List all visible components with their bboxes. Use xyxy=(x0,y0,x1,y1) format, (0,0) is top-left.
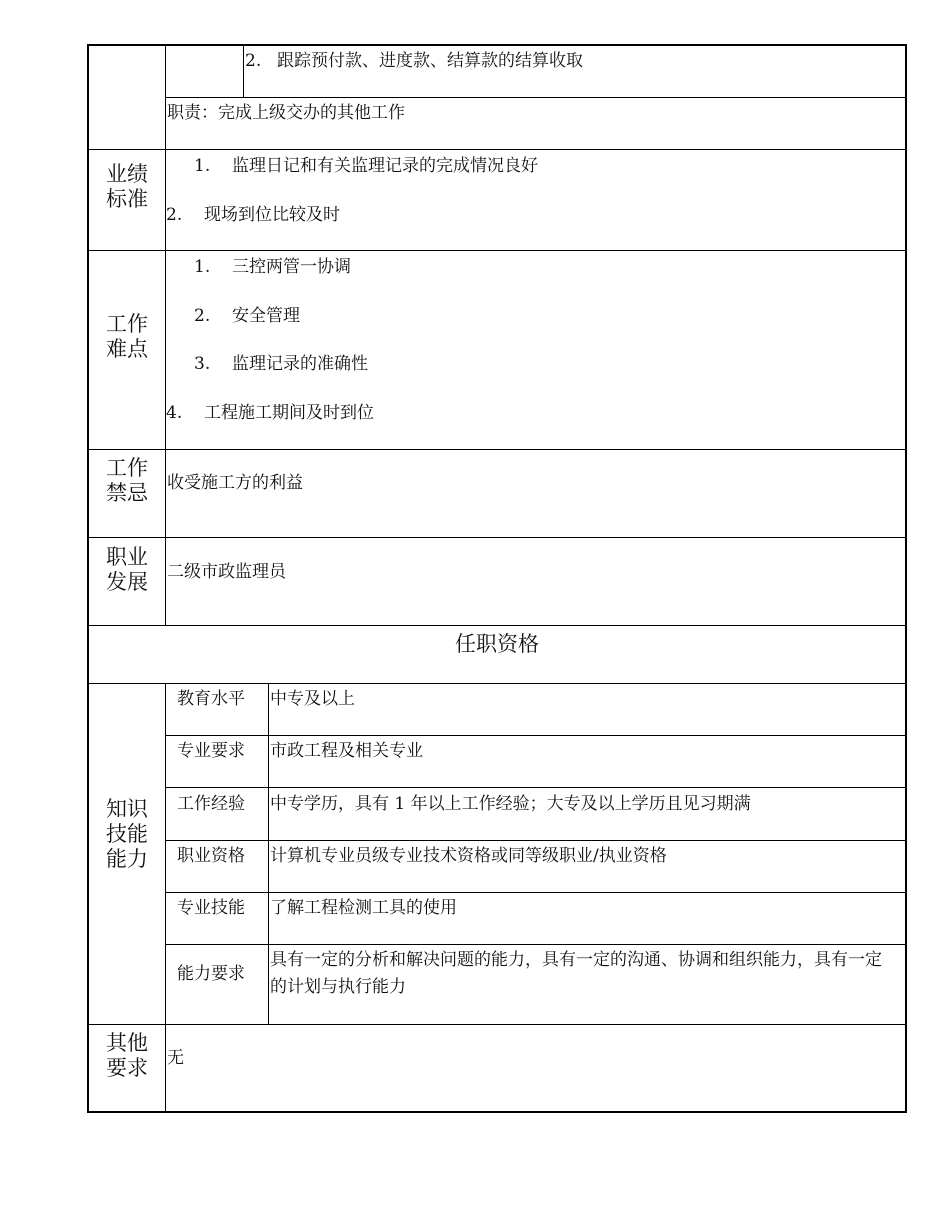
top-row-inner-divider xyxy=(243,44,244,98)
duty-text: 职责：完成上级交办的其他工作 xyxy=(167,103,405,123)
row-line-career xyxy=(87,537,907,538)
row-line-difficulties xyxy=(87,250,907,251)
performance-item-text: 监理日记和有关监理记录的完成情况良好 xyxy=(232,156,538,176)
knowledge-row-line-3 xyxy=(165,840,907,841)
knowledge-value: 了解工程检测工具的使用 xyxy=(270,898,457,918)
performance-label: 业绩标准 xyxy=(106,162,148,211)
knowledge-label: 知识技能能力 xyxy=(106,797,148,871)
row-line-performance xyxy=(87,149,907,150)
performance-item-text: 现场到位比较及时 xyxy=(204,205,340,225)
taboos-label: 工作禁忌 xyxy=(106,456,148,505)
row-line-bottom xyxy=(87,1111,907,1113)
knowledge-key: 教育水平 xyxy=(177,689,245,709)
other-text: 无 xyxy=(167,1048,184,1068)
knowledge-key: 专业要求 xyxy=(177,741,245,761)
knowledge-value: 计算机专业员级专业技术资格或同等级职业/执业资格 xyxy=(270,846,667,866)
knowledge-row-line-4 xyxy=(165,892,907,893)
knowledge-value: 市政工程及相关专业 xyxy=(270,741,423,761)
table-border-left xyxy=(87,44,89,1113)
knowledge-key: 专业技能 xyxy=(177,898,245,918)
knowledge-value: 具有一定的分析和解决问题的能力，具有一定的沟通、协调和组织能力，具有一定的计划与执行能力 xyxy=(270,950,882,997)
difficulty-item-text: 三控两管一协调 xyxy=(232,257,351,277)
knowledge-row-line-2 xyxy=(165,787,907,788)
difficulties-label: 工作难点 xyxy=(106,312,148,361)
difficulty-item-number: 2. xyxy=(194,306,211,326)
performance-item-number: 2. xyxy=(166,205,183,225)
top-item-number: 2. xyxy=(245,51,262,71)
knowledge-key: 职业资格 xyxy=(177,846,245,866)
table-border-right xyxy=(905,44,907,1113)
row-line-duty xyxy=(165,97,907,98)
row-line-taboos xyxy=(87,449,907,450)
knowledge-key: 能力要求 xyxy=(177,964,245,984)
difficulty-item-text: 工程施工期间及时到位 xyxy=(204,403,374,423)
difficulty-item-number: 3. xyxy=(194,354,211,374)
career-label: 职业发展 xyxy=(106,545,148,594)
difficulty-item-text: 安全管理 xyxy=(232,306,300,326)
difficulty-item-text: 监理记录的准确性 xyxy=(232,354,368,374)
knowledge-key: 工作经验 xyxy=(177,794,245,814)
taboos-text: 收受施工方的利益 xyxy=(167,473,303,493)
label-column-divider xyxy=(165,44,166,626)
difficulty-item-number: 1. xyxy=(194,257,211,277)
row-line-knowledge xyxy=(87,683,907,684)
knowledge-row-line-5 xyxy=(165,944,907,945)
knowledge-row-line-1 xyxy=(165,735,907,736)
performance-item-number: 1. xyxy=(194,156,211,176)
other-label: 其他要求 xyxy=(106,1031,148,1080)
row-line-other xyxy=(87,1024,907,1025)
qualification-title: 任职资格 xyxy=(455,632,539,656)
top-item-text: 跟踪预付款、进度款、结算款的结算收取 xyxy=(277,51,583,71)
row-line-top xyxy=(87,44,907,46)
label-column-divider-lower xyxy=(165,683,166,1113)
difficulty-item-number: 4. xyxy=(166,403,183,423)
career-text: 二级市政监理员 xyxy=(167,562,286,582)
knowledge-value: 中专及以上 xyxy=(270,689,355,709)
row-line-qualification xyxy=(87,625,907,626)
knowledge-value: 中专学历，具有 1 年以上工作经验；大专及以上学历且见习期满 xyxy=(270,794,751,814)
